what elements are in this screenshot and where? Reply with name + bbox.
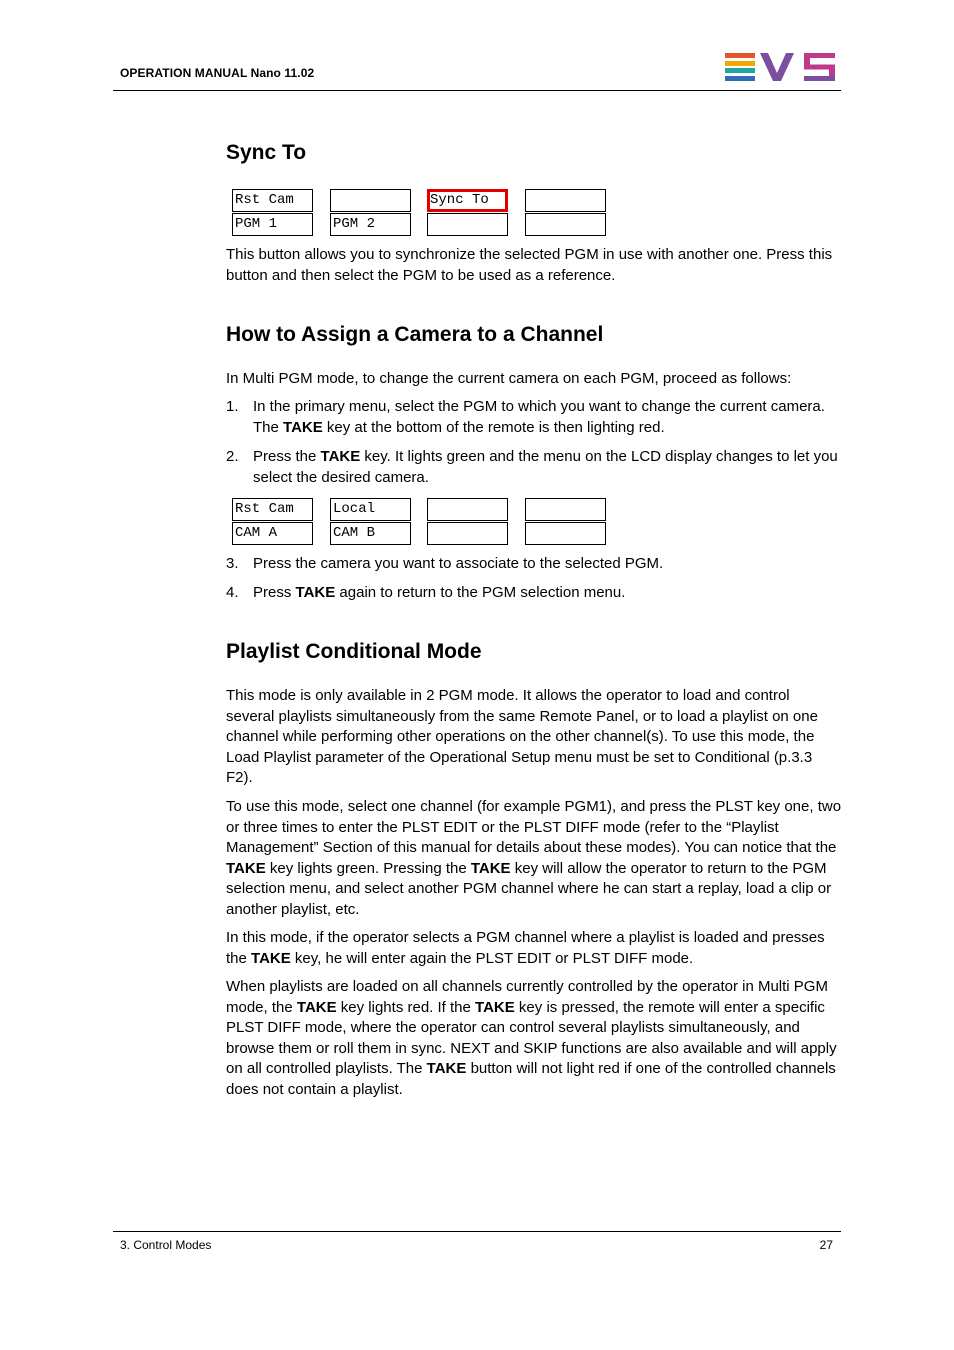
lcd-cell [427, 213, 508, 236]
header-title: OPERATION MANUAL Nano 11.02 [120, 66, 315, 80]
list-number: 3. [226, 555, 239, 572]
list-text: Press TAKE again to return to the PGM selection menu. [253, 584, 626, 601]
list-text: In the primary menu, select the PGM to which you want to change the current camera. The TAKE key at the bottom of the remote is then lighting red. [253, 398, 825, 436]
lcd-cell [330, 189, 411, 212]
footer-rule [113, 1231, 841, 1232]
list-number: 1. [226, 398, 239, 415]
heading-sync-to: Sync To [226, 141, 307, 164]
header-rule [113, 90, 841, 91]
list-text: Press the TAKE key. It lights green and the menu on the LCD display changes to let you select the desired camera. [253, 448, 838, 486]
lcd-cell-highlighted: Sync To [427, 189, 508, 212]
lcd-cell: Rst Cam [232, 498, 313, 521]
lcd-cell [525, 498, 606, 521]
heading-playlist-conditional-mode: Playlist Conditional Mode [226, 640, 482, 663]
heading-assign-camera: How to Assign a Camera to a Channel [226, 323, 604, 346]
lcd-display-sync-to [232, 189, 612, 239]
paragraph: To use this mode, select one channel (for example PGM1), and press the PLST key one, two or three times to enter the PLST EDIT or the PLST DIFF mode (refer to the “Playlist Management” Section of this manual for details about these modes). You can notice that the TAKE key lights green. Pressing the TAKE key will allow the operator to return to the PGM selection menu, and select another PGM channel where he can start a replay, load a clip or another playlist, etc. [226, 798, 842, 918]
evs-logo [725, 53, 835, 81]
assign-camera-intro: In Multi PGM mode, to change the current camera on each PGM, proceed as follows: [226, 370, 792, 387]
lcd-cell: CAM B [330, 522, 411, 545]
lcd-display-camera [232, 498, 612, 548]
page-number: 27 [819, 1238, 833, 1252]
lcd-cell: PGM 1 [232, 213, 313, 236]
lcd-cell [427, 522, 508, 545]
paragraph: When playlists are loaded on all channels currently controlled by the operator in Multi PGM mode, the TAKE key lights red. If the TAKE key is pressed, the remote will enter a specific PLST DIFF mode, where the operator can control several playlists simultaneously, and browse them or roll them in sync. NEXT and SKIP functions are also available and will apply on all controlled playlists. The TAKE button will not light red if one of the controlled channels does not contain a playlist. [226, 978, 837, 1098]
lcd-cell: PGM 2 [330, 213, 411, 236]
paragraph: This mode is only available in 2 PGM mode. It allows the operator to load and control several playlists simultaneously from the same Remote Panel, or to load a playlist on one channel while performing other operations on the other channel(s). To use this mode, the Load Playlist parameter of the Operational Setup menu must be set to Conditional (p.3.3 F2). [226, 687, 818, 786]
list-text: Press the camera you want to associate to the selected PGM. [253, 555, 664, 572]
lcd-cell: Rst Cam [232, 189, 313, 212]
lcd-cell [525, 213, 606, 236]
lcd-cell [427, 498, 508, 521]
lcd-cell [525, 189, 606, 212]
lcd-cell: CAM A [232, 522, 313, 545]
list-number: 4. [226, 584, 239, 601]
paragraph: In this mode, if the operator selects a PGM channel where a playlist is loaded and presses the TAKE key, he will enter again the PLST EDIT or PLST DIFF mode. [226, 929, 825, 967]
lcd-cell: Local [330, 498, 411, 521]
footer-section: 3. Control Modes [120, 1238, 212, 1252]
list-number: 2. [226, 448, 239, 465]
sync-to-description: This button allows you to synchronize the selected PGM in use with another one. Press this button and then select the PGM to be used as a reference. [226, 246, 833, 284]
lcd-cell [525, 522, 606, 545]
